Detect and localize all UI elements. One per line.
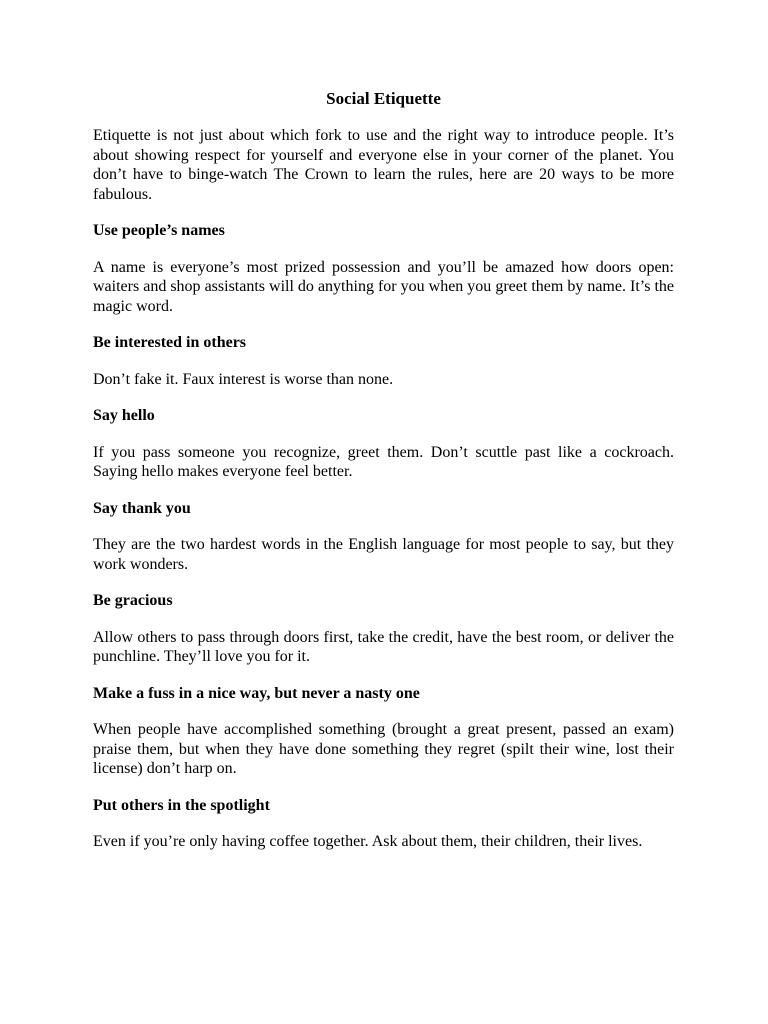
section-body-use-names: A name is everyone’s most prized possession and you’ll be amazed how doors open: waiters and shop assistants will do anything for you when you greet them by name. It’s the magic word.	[93, 258, 674, 315]
section-body-say-thank-you: They are the two hardest words in the English language for most people to say, but they work wonders.	[93, 536, 674, 573]
section-body-be-interested: Don’t fake it. Faux interest is worse than none.	[93, 370, 394, 388]
section-heading-spotlight: Put others in the spotlight	[93, 796, 270, 814]
document-title: Social Etiquette	[326, 89, 441, 108]
section-heading-be-gracious: Be gracious	[93, 592, 173, 609]
document-page	[93, 88, 674, 869]
section-heading-use-names: Use people’s names	[93, 222, 225, 239]
intro-paragraph: Etiquette is not just about which fork to use and the right way to introduce people. It’s about showing respect for yourself and everyone else in your corner of the planet. You don’t have to binge-watch The Crown to learn the rules, here are 20 ways to be more fabulous.	[93, 127, 674, 203]
section-heading-make-a-fuss: Make a fuss in a nice way, but never a nasty one	[93, 684, 420, 702]
section-heading-say-thank-you: Say thank you	[93, 499, 191, 517]
section-body-make-a-fuss: When people have accomplished something (brought a great present, passed an exam) praise them, but when they have done something they regret (spilt their wine, lost their license) don’t harp on.	[93, 721, 674, 777]
section-body-be-gracious: Allow others to pass through doors first, take the credit, have the best room, or deliver the punchline. They’ll love you for it.	[93, 628, 674, 665]
section-body-spotlight: Even if you’re only having coffee together. Ask about them, their children, their lives.	[93, 833, 643, 850]
section-heading-say-hello: Say hello	[93, 407, 155, 424]
section-body-say-hello: If you pass someone you recognize, greet them. Don’t scuttle past like a cockroach. Saying hello makes everyone feel better.	[93, 443, 674, 480]
section-heading-be-interested: Be interested in others	[93, 334, 247, 351]
